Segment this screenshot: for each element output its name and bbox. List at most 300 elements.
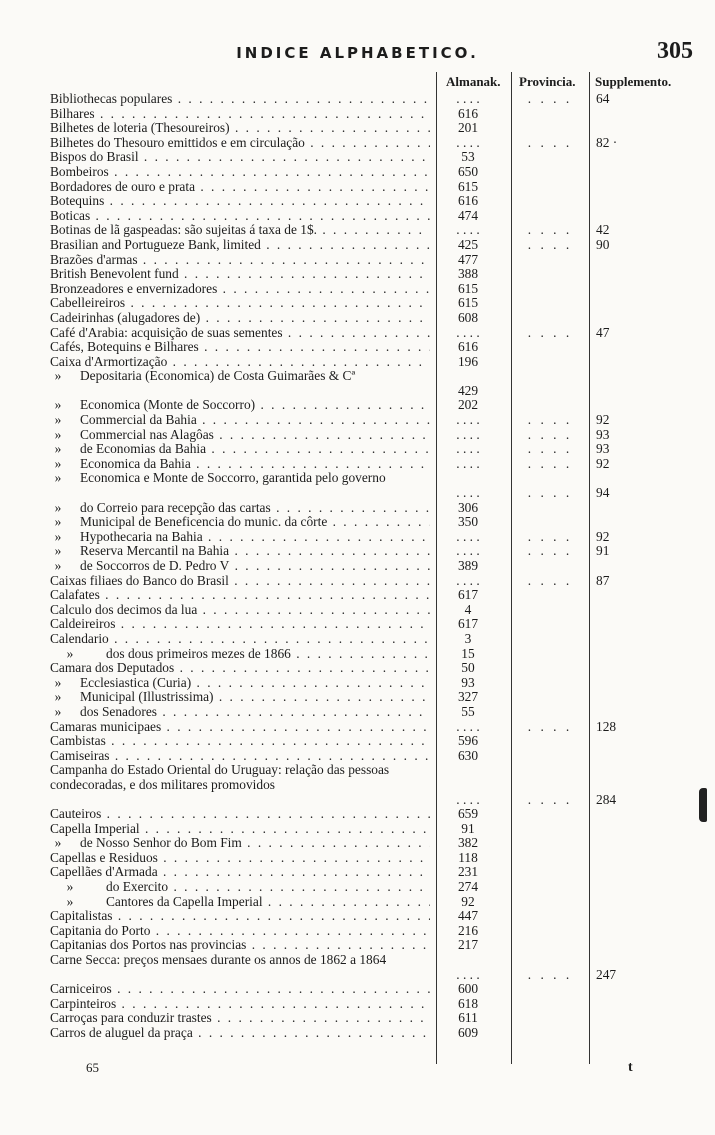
entry-text	[62, 647, 430, 662]
entry-text	[50, 223, 430, 238]
index-row	[0, 822, 715, 837]
entry-label: Cambistas	[50, 734, 106, 749]
cell-almanak: . . . .	[456, 222, 480, 238]
index-row	[0, 165, 715, 180]
entry-text	[50, 807, 430, 822]
entry-text	[50, 822, 430, 837]
entry-label: Depositaria (Economica) de Costa Guimarães & Cª	[80, 369, 356, 384]
cell-almanak: 615	[457, 295, 479, 311]
cell-provincia: . . . .	[527, 966, 573, 982]
cell-almanak: 93	[461, 674, 475, 690]
index-row	[0, 136, 715, 151]
index-row	[0, 617, 715, 632]
cell-almanak: 216	[457, 922, 479, 938]
cell-supplemento: 92	[596, 412, 610, 428]
entry-label: Camara dos Deputados	[50, 661, 175, 676]
index-row	[0, 938, 715, 953]
index-row	[0, 238, 715, 253]
cell-almanak: 92	[461, 893, 475, 909]
entry-label: dos Senadores	[80, 704, 157, 719]
index-row	[0, 544, 715, 559]
footer-mark: t	[628, 1060, 633, 1075]
index-row	[0, 734, 715, 749]
entry-text	[62, 895, 430, 910]
entry-text	[50, 515, 430, 530]
cell-almanak: 615	[457, 280, 479, 296]
entry-label: Brasilian and Portugueze Bank, limited	[50, 237, 261, 252]
cell-provincia: . . . .	[527, 236, 573, 252]
entry-text	[50, 909, 430, 924]
ditto-mark: »	[54, 427, 62, 442]
index-row	[0, 997, 715, 1012]
entry-text	[50, 340, 430, 355]
ditto-mark: »	[66, 646, 74, 661]
index-row	[0, 355, 715, 370]
cell-almanak: . . . .	[456, 441, 480, 457]
entry-label: do Exercito	[106, 880, 169, 895]
entry-text	[50, 982, 430, 997]
ditto-mark: »	[54, 442, 62, 457]
entry-label: Caixas filiaes do Banco do Brasil	[50, 573, 229, 588]
column-headers	[0, 74, 715, 92]
entry-label: do Correio para recepção das cartas	[80, 500, 271, 515]
index-row	[0, 574, 715, 589]
entry-text	[50, 136, 430, 151]
index-row	[0, 836, 715, 851]
entry-text	[50, 953, 430, 982]
cell-almanak: 389	[457, 558, 479, 573]
entry-label: Bilhares	[50, 106, 95, 121]
cell-almanak: 327	[457, 689, 479, 705]
cell-almanak: 118	[458, 849, 478, 865]
index-row	[0, 982, 715, 997]
entry-text	[50, 150, 430, 165]
cell-almanak: 196	[457, 353, 479, 369]
cell-provincia: . . . .	[527, 412, 573, 428]
cell-almanak: 274	[457, 879, 479, 895]
entry-label: Bilhetes do Thesouro emittidos e em circulação	[50, 135, 305, 150]
cell-provincia: . . . .	[527, 543, 573, 559]
entry-label: de Economias da Bahia	[80, 442, 207, 457]
cell-supplemento: 92	[596, 455, 610, 471]
cell-almanak: . . . .	[456, 543, 480, 559]
entry-text	[50, 238, 430, 253]
entry-text	[50, 326, 430, 341]
entry-label: Caldeireiros	[50, 617, 116, 632]
ditto-mark: »	[54, 559, 62, 573]
entry-text	[50, 588, 430, 603]
entry-label: Capitania do Porto	[50, 923, 151, 938]
ditto-mark: »	[54, 544, 62, 559]
entry-text	[50, 442, 430, 457]
index-row	[0, 398, 715, 413]
entry-text	[50, 92, 430, 107]
cell-almanak: 616	[457, 339, 479, 355]
entry-text	[50, 661, 430, 676]
index-row	[0, 807, 715, 822]
cell-supplemento: 128	[596, 718, 617, 734]
ditto-mark: »	[66, 894, 74, 909]
index-row	[0, 588, 715, 603]
cell-almanak: 201	[457, 120, 479, 136]
entry-label: Bibliothecas populares	[50, 92, 173, 106]
entry-label: Cauteiros	[50, 807, 102, 822]
entry-text	[50, 311, 430, 326]
entry-text	[50, 253, 430, 268]
cell-almanak: 474	[457, 207, 479, 223]
index-row	[0, 924, 715, 939]
entry-label: Commercial nas Alagôas	[80, 427, 214, 442]
cell-almanak: 55	[461, 703, 475, 719]
ditto-mark: »	[54, 471, 62, 486]
entry-label: Economica da Bahia	[80, 456, 191, 471]
index-row	[0, 326, 715, 341]
index-row	[0, 895, 715, 910]
cell-almanak: 616	[457, 193, 479, 209]
cell-almanak: 617	[457, 616, 479, 632]
cell-almanak: 350	[457, 514, 479, 530]
index-table	[0, 92, 715, 1041]
cell-provincia: . . . .	[527, 455, 573, 471]
entry-label: Bispos do Brasil	[50, 150, 139, 165]
page-title: INDICE ALPHABETICO.	[236, 44, 479, 62]
cell-almanak: 50	[461, 660, 475, 676]
entry-text	[50, 1026, 430, 1041]
entry-label: Economica (Monte de Soccorro)	[80, 398, 256, 413]
index-row	[0, 413, 715, 428]
ink-blot	[699, 788, 707, 822]
entry-text	[50, 574, 430, 589]
entry-text	[50, 296, 430, 311]
entry-text	[50, 107, 430, 122]
index-row	[0, 603, 715, 618]
cell-almanak: 609	[457, 1025, 479, 1041]
cell-supplemento: 93	[596, 426, 610, 442]
cell-almanak: . . . .	[456, 791, 480, 807]
index-row	[0, 121, 715, 136]
cell-provincia: . . . .	[527, 791, 573, 807]
index-row	[0, 442, 715, 457]
entry-text	[50, 355, 430, 370]
entry-text	[50, 865, 430, 880]
cell-supplemento: 92	[596, 528, 610, 544]
cell-almanak: . . . .	[456, 324, 480, 340]
entry-label: Botequins	[50, 194, 105, 209]
cell-supplemento: 87	[596, 572, 610, 588]
cell-almanak: 650	[457, 163, 479, 179]
entry-label: Carne Secca: preços mensaes durante os annos de 1862 a 1864	[50, 953, 387, 968]
entry-text	[50, 209, 430, 224]
cell-almanak: 217	[457, 937, 479, 953]
cell-almanak: . . . .	[456, 426, 480, 442]
entry-text	[50, 428, 430, 443]
cell-almanak: . . . .	[456, 528, 480, 544]
entry-text	[50, 836, 430, 851]
ditto-mark: »	[54, 675, 62, 690]
entry-label: Calculo dos decimos da lua	[50, 602, 198, 617]
entry-text	[50, 676, 430, 691]
entry-text	[50, 690, 430, 705]
cell-provincia: . . . .	[527, 91, 573, 106]
entry-label: Bordadores de ouro e prata	[50, 179, 196, 194]
ditto-mark: »	[54, 529, 62, 544]
index-row	[0, 909, 715, 924]
index-row	[0, 223, 715, 238]
entry-text	[50, 471, 430, 500]
cell-almanak: 3	[464, 630, 472, 646]
cell-supplemento: 47	[596, 324, 610, 340]
index-row	[0, 150, 715, 165]
index-row	[0, 267, 715, 282]
ditto-mark: »	[66, 880, 74, 895]
cell-almanak: . . . .	[456, 966, 480, 982]
entry-text	[50, 720, 430, 735]
cell-almanak: 15	[461, 645, 475, 661]
index-row	[0, 953, 715, 982]
index-row	[0, 471, 715, 500]
cell-provincia: . . . .	[527, 528, 573, 544]
index-row	[0, 501, 715, 516]
page-header	[0, 38, 715, 68]
entry-label: Cantores da Capella Imperial	[106, 894, 263, 909]
entry-label: Reserva Mercantil na Bahia	[80, 544, 230, 559]
cell-almanak: . . . .	[456, 485, 480, 501]
entry-label: Carros de aluguel da praça	[50, 1026, 193, 1041]
index-row	[0, 92, 715, 107]
entry-text	[50, 749, 430, 764]
entry-text	[50, 559, 430, 574]
ditto-mark: »	[54, 369, 62, 384]
cell-provincia: . . . .	[527, 134, 573, 150]
entry-text	[50, 705, 430, 720]
entry-text	[50, 632, 430, 647]
entry-text	[50, 924, 430, 939]
entry-text	[62, 880, 430, 895]
index-row	[0, 530, 715, 545]
ditto-mark: »	[54, 413, 62, 428]
entry-text	[50, 369, 430, 398]
column-header-supplemento: Supplemento.	[595, 74, 672, 89]
entry-label: Hypothecaria na Bahia	[80, 529, 203, 544]
cell-almanak: 231	[457, 864, 479, 880]
entry-label: de Soccorros de D. Pedro V	[80, 559, 230, 573]
index-row	[0, 282, 715, 297]
cell-almanak: 53	[461, 149, 475, 165]
entry-label: Calendario	[50, 631, 109, 646]
entry-label: Ecclesiastica (Curia)	[80, 675, 192, 690]
index-row	[0, 720, 715, 735]
entry-text	[50, 763, 430, 807]
cell-almanak: 388	[457, 266, 479, 282]
cell-provincia: . . . .	[527, 485, 573, 501]
cell-almanak: 600	[457, 981, 479, 997]
index-row	[0, 559, 715, 574]
cell-supplemento: 64	[596, 91, 610, 106]
entry-label: Municipal de Beneficencia do munic. da côrte	[80, 515, 328, 530]
cell-provincia: . . . .	[527, 426, 573, 442]
cell-supplemento: 90	[596, 236, 610, 252]
cell-supplemento: 93	[596, 441, 610, 457]
entry-text	[50, 617, 430, 632]
cell-almanak: . . . .	[456, 412, 480, 428]
ditto-mark: »	[54, 398, 62, 413]
cell-provincia: . . . .	[527, 718, 573, 734]
entry-text	[50, 603, 430, 618]
entry-text	[50, 1011, 430, 1026]
entry-label: Cafés, Botequins e Bilhares	[50, 340, 199, 355]
index-row	[0, 705, 715, 720]
index-row	[0, 851, 715, 866]
index-row	[0, 647, 715, 662]
column-header-provincia: Provincia.	[519, 74, 576, 89]
entry-label: Botinas de lã gaspeadas: são sujeitas á taxa de 1$.	[50, 223, 317, 238]
entry-label: Capella Imperial	[50, 821, 140, 836]
cell-almanak: 429	[457, 382, 479, 398]
cell-supplemento: 247	[596, 966, 617, 982]
entry-label: Economica e Monte de Soccorro, garantida pelo governo	[80, 471, 386, 486]
cell-almanak: 616	[457, 105, 479, 121]
cell-provincia: . . . .	[527, 222, 573, 238]
entry-label: Bilhetes de loteria (Thesoureiros)	[50, 121, 230, 136]
entry-label: Carpinteiros	[50, 996, 117, 1011]
index-row	[0, 749, 715, 764]
cell-supplemento: 82 ·	[596, 134, 618, 150]
cell-almanak: 596	[457, 733, 479, 749]
cell-almanak: . . . .	[456, 572, 480, 588]
cell-almanak: 202	[457, 397, 479, 413]
cell-provincia: . . . .	[527, 572, 573, 588]
entry-label: Capitanias dos Portos nas provincias	[50, 938, 247, 953]
cell-almanak: 477	[457, 251, 479, 267]
entry-label: Campanha do Estado Oriental do Uruguay: relação das pessoas condecoradas, e dos militares promovidos	[50, 763, 390, 792]
cell-almanak: . . . .	[456, 91, 480, 106]
index-row	[0, 515, 715, 530]
index-row	[0, 865, 715, 880]
entry-text	[50, 194, 430, 209]
cell-provincia: . . . .	[527, 441, 573, 457]
cell-supplemento: 284	[596, 791, 617, 807]
entry-label: dos dous primeiros mezes de 1866	[106, 646, 291, 661]
entry-label: Camaras municipaes	[50, 719, 162, 734]
cell-almanak: . . . .	[456, 134, 480, 150]
index-row	[0, 690, 715, 705]
cell-almanak: 618	[457, 995, 479, 1011]
entry-label: Capellas e Residuos	[50, 850, 158, 865]
entry-text	[50, 413, 430, 428]
entry-label: Cadeirinhas (alugadores de)	[50, 310, 201, 325]
entry-text	[50, 530, 430, 545]
cell-almanak: . . . .	[456, 455, 480, 471]
index-row	[0, 661, 715, 676]
entry-text	[50, 997, 430, 1012]
entry-label: Bombeiros	[50, 164, 109, 179]
entry-label: Boticas	[50, 208, 91, 223]
index-row	[0, 1026, 715, 1041]
index-row	[0, 253, 715, 268]
entry-text	[50, 457, 430, 472]
index-row	[0, 457, 715, 472]
entry-label: Carniceiros	[50, 982, 112, 997]
cell-supplemento: 94	[596, 485, 610, 501]
cell-supplemento: 42	[596, 222, 610, 238]
cell-provincia: . . . .	[527, 324, 573, 340]
entry-label: Capellães d'Armada	[50, 865, 158, 880]
entry-label: Capitalistas	[50, 909, 113, 924]
entry-label: Brazões d'armas	[50, 252, 138, 267]
cell-almanak: 608	[457, 309, 479, 325]
cell-almanak: 447	[457, 908, 479, 924]
ditto-mark: »	[54, 515, 62, 530]
entry-label: Café d'Arabia: acquisição de suas sementes	[50, 325, 283, 340]
cell-almanak: 306	[457, 499, 479, 515]
entry-text	[50, 938, 430, 953]
index-row	[0, 194, 715, 209]
cell-almanak: 425	[457, 236, 479, 252]
entry-text	[50, 851, 430, 866]
index-row	[0, 880, 715, 895]
ditto-mark: »	[54, 690, 62, 705]
entry-label: de Nosso Senhor do Bom Fim	[80, 836, 242, 851]
index-row	[0, 763, 715, 807]
cell-almanak: 630	[457, 747, 479, 763]
entry-label: Commercial da Bahia	[80, 413, 197, 428]
entry-text	[50, 501, 430, 516]
index-row	[0, 1011, 715, 1026]
cell-supplemento: 91	[596, 543, 610, 559]
entry-text	[50, 398, 430, 413]
entry-label: Camiseiras	[50, 748, 110, 763]
cell-almanak: 382	[457, 835, 479, 851]
index-row	[0, 369, 715, 398]
entry-label: Municipal (Illustrissima)	[80, 690, 214, 705]
index-row	[0, 296, 715, 311]
entry-text	[50, 180, 430, 195]
entry-label: Cabelleireiros	[50, 296, 126, 311]
index-row	[0, 180, 715, 195]
cell-almanak: . . . .	[456, 718, 480, 734]
entry-label: British Benevolent fund	[50, 267, 179, 282]
cell-almanak: 659	[457, 806, 479, 822]
index-row	[0, 632, 715, 647]
entry-text	[50, 121, 430, 136]
entry-text	[50, 282, 430, 297]
entry-label: Carroças para conduzir trastes	[50, 1011, 212, 1026]
page-number: 305	[657, 38, 693, 64]
cell-almanak: 611	[458, 1010, 478, 1026]
cell-almanak: 617	[457, 587, 479, 603]
entry-text	[50, 734, 430, 749]
printer-signature: 65	[86, 1060, 99, 1075]
entry-label: Calafates	[50, 588, 100, 603]
cell-almanak: 4	[464, 601, 472, 617]
ditto-mark: »	[54, 500, 62, 515]
entry-text	[50, 165, 430, 180]
cell-almanak: 91	[461, 820, 475, 836]
index-row	[0, 428, 715, 443]
index-row	[0, 676, 715, 691]
index-row	[0, 340, 715, 355]
entry-text	[50, 544, 430, 559]
ditto-mark: »	[54, 456, 62, 471]
column-header-almanak: Almanak.	[446, 74, 501, 89]
index-row	[0, 311, 715, 326]
cell-almanak: 615	[457, 178, 479, 194]
ditto-mark: »	[54, 836, 62, 851]
index-row	[0, 107, 715, 122]
entry-label: Caixa d'Armortização	[50, 354, 168, 369]
entry-label: Bronzeadores e envernizadores	[50, 281, 218, 296]
entry-text	[50, 267, 430, 282]
